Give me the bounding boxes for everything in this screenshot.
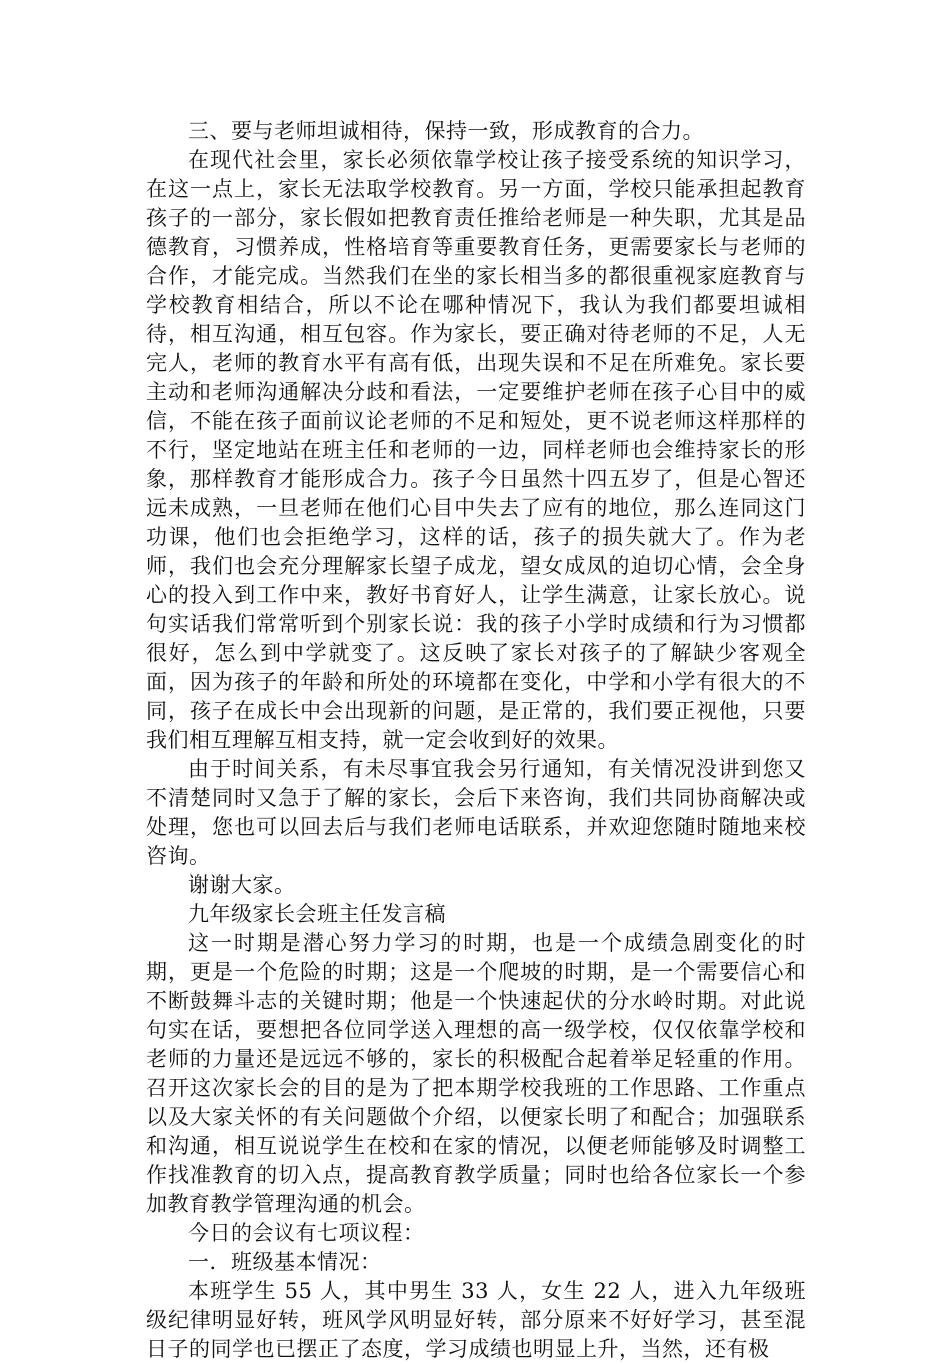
section-heading-three: 三、要与老师坦诚相待，保持一致，形成教育的合力。 xyxy=(188,119,704,143)
paragraph-agenda-intro: 今日的会议有七项议程： xyxy=(188,1221,425,1245)
paragraph-closing-notice: 由于时间关系，有未尽事宜我会另行通知，有关情况没讲到您又不清楚同时又急于了解的家长，会后下来咨询，我们共同协商解决或处理，您也可以回去后与我们老师电话联系，并欢迎您随时随地来校咨询。 xyxy=(146,757,806,868)
agenda-item-one-heading: 一．班级基本情况： xyxy=(188,1250,382,1274)
document-page xyxy=(146,117,806,1364)
speech-title: 九年级家长会班主任发言稿 xyxy=(188,902,446,926)
paragraph-critical-period: 这一时期是潜心努力学习的时期，也是一个成绩急剧变化的时期，更是一个危险的时期；这是一个爬坡的时期，是一个需要信心和不断鼓舞斗志的关键时期；他是一个快速起伏的分水岭时期。对此说句实在话，要想把各位同学送入理想的高一级学校，仅仅依靠学校和老师的力量还是远远不够的，家长的积极配合起着举足轻重的作用。召开这次家长会的目的是为了把本期学校我班的工作思路、工作重点以及大家关怀的有关问题做个介绍，以便家长明了和配合；加强联系和沟通，相互说说学生在校和在家的情况，以便老师能够及时调整工作找准教育的切入点，提高教育教学质量；同时也给各位家长一个参加教育教学管理沟通的机会。 xyxy=(146,931,806,1216)
paragraph-thanks: 谢谢大家。 xyxy=(188,873,296,897)
paragraph-home-school-cooperation: 在现代社会里，家长必须依靠学校让孩子接受系统的知识学习，在这一点上，家长无法取学校教育。另一方面，学校只能承担起教育孩子的一部分，家长假如把教育责任推给老师是一种失职，尤其是品德教育，习惯养成，性格培育等重要教育任务，更需要家长与老师的合作，才能完成。当然我们在坐的家长相当多的都很重视家庭教育与学校教育相结合，所以不论在哪种情况下，我认为我们都要坦诚相待，相互沟通，相互包容。作为家长，要正确对待老师的不足，人无完人，老师的教育水平有高有低，出现失误和不足在所难免。家长要主动和老师沟通解决分歧和看法，一定要维护老师在孩子心目中的威信，不能在孩子面前议论老师的不足和短处，更不说老师这样那样的不行，坚定地站在班主任和老师的一边，同样老师也会维持家长的形象，那样教育才能形成合力。孩子今日虽然十四五岁了，但是心智还远未成熟，一旦老师在他们心目中失去了应有的地位，那么连同这门功课，他们也会拒绝学习，这样的话，孩子的损失就大了。作为老师，我们也会充分理解家长望子成龙，望女成凤的迫切心情，会全身心的投入到工作中来，教好书育好人，让学生满意，让家长放心。说句实话我们常常听到个别家长说：我的孩子小学时成绩和行为习惯都很好，怎么到中学就变了。这反映了家长对孩子的了解缺少客观全面，因为孩子的年龄和所处的环境都在变化，中学和小学有很大的不同，孩子在成长中会出现新的问题，是正常的，我们要正视他，只要我们相互理解互相支持，就一定会收到好的效果。 xyxy=(146,148,806,752)
paragraph-class-overview: 本班学生 55 人，其中男生 33 人，女生 22 人，进入九年级班级纪律明显好转，班风学风明显好转，部分原来不好好学习，甚至混日子的同学也已摆正了态度，学习成绩也明显上升，当然，还有极 xyxy=(146,1279,806,1361)
